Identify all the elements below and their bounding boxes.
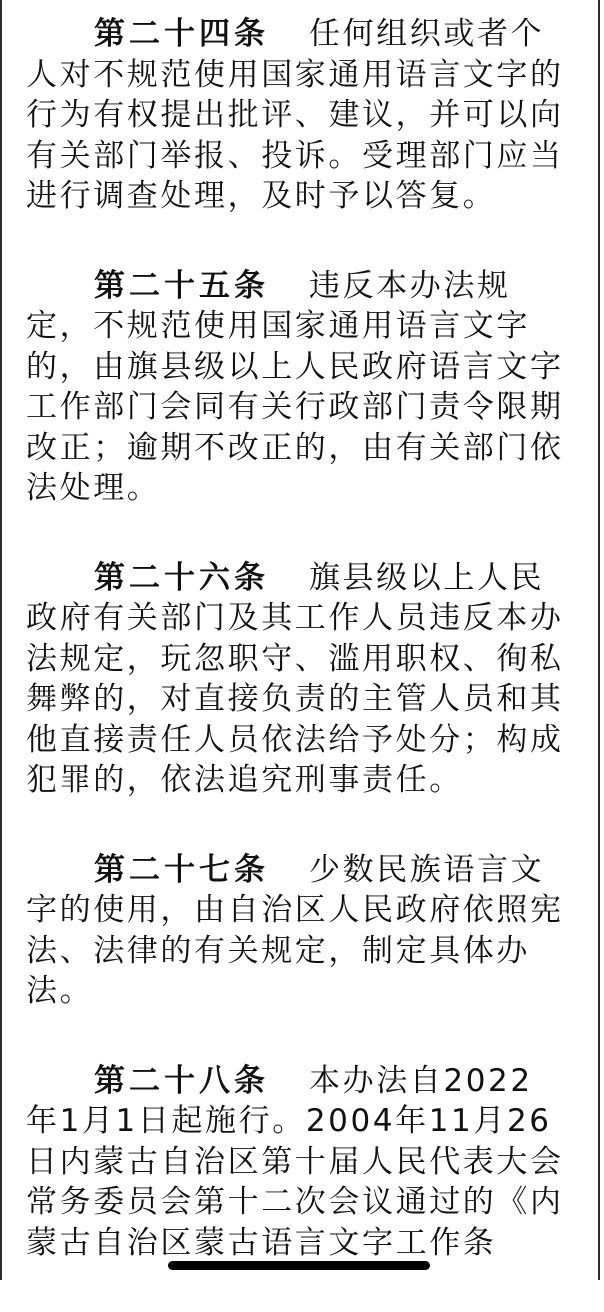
article-number: 第二十五条 [94,267,269,304]
article-27 [26,850,566,1012]
article-28 [26,1061,566,1264]
article-number: 第二十八条 [94,1062,269,1099]
article-25 [26,266,566,509]
article-24 [26,14,566,217]
article-text: 违反本办法规定，不规范使用国家通用语言文字的，由旗县级以上人民政府语言文字工作部门会同有关行政部门责令限期改正；逾期不改正的，由有关部门依法处理。 [26,267,564,506]
article-text: 任何组织或者个人对不规范使用国家通用语言文字的行为有权提出批评、建议，并可以向有关部门举报、投诉。受理部门应当进行调查处理，及时予以答复。 [26,16,564,214]
article-number: 第二十四条 [94,16,269,52]
article-number: 第二十六条 [94,559,269,596]
article-text: 旗县级以上人民政府有关部门及其工作人员违反本办法规定，玩忽职守、滥用职权、徇私舞弊的，对直接负责的主管人员和其他直接责任人员依法给予处分；构成犯罪的，依法追究刑事责任。 [26,559,564,798]
article-text: 少数民族语言文字的使用，由自治区人民政府依照宪法、法律的有关规定，制定具体办法。 [26,851,564,1009]
home-indicator[interactable] [168,1261,430,1270]
document-body [26,14,566,1312]
article-26 [26,558,566,801]
article-text: 本办法自2022年1月1日起施行。2004年11月26日内蒙古自治区第十届人民代表大会常务委员会第十二次会议通过的《内蒙古自治区蒙古语言文字工作条 [26,1062,564,1261]
article-number: 第二十七条 [94,851,269,888]
